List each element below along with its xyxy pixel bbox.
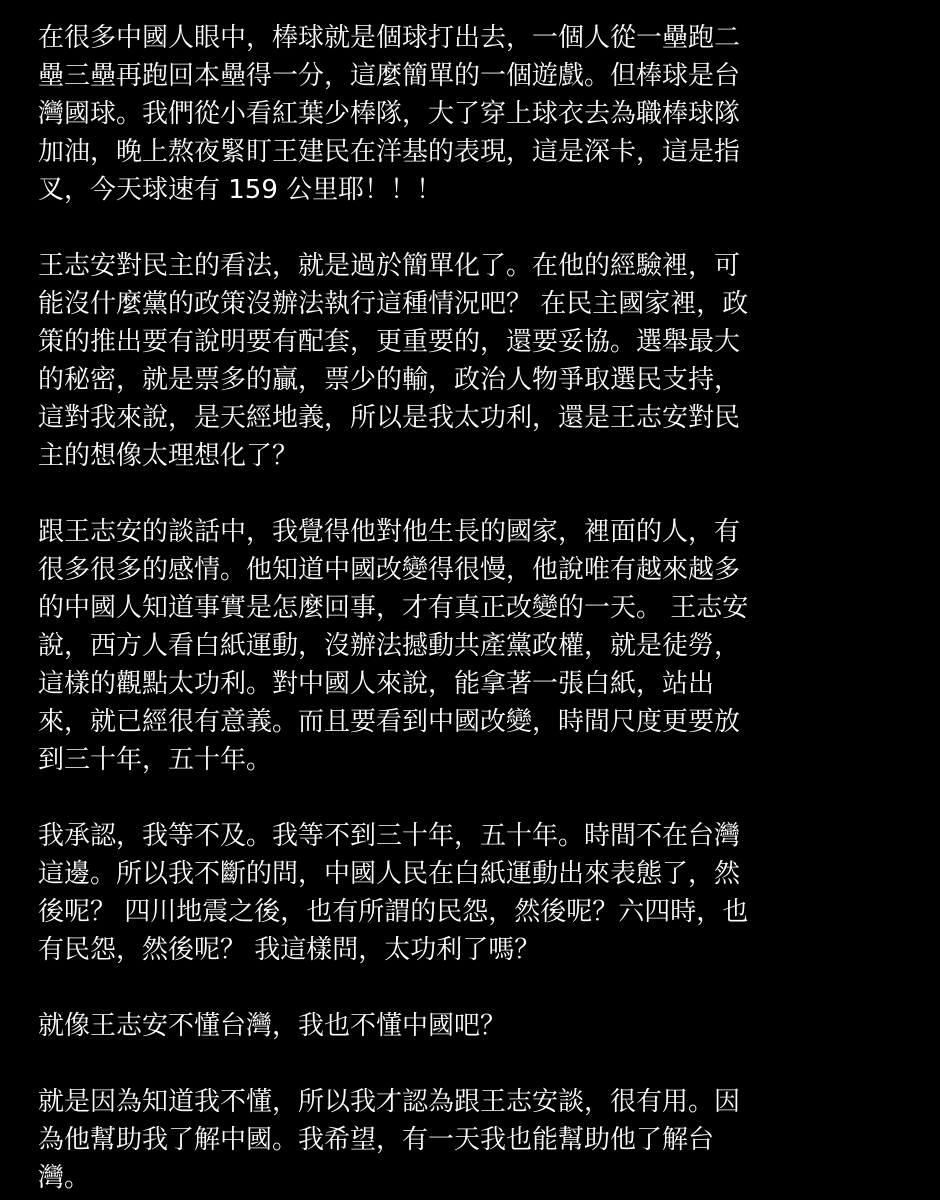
paragraph-understanding: 就像王志安不懂台灣，我也不懂中國吧？ — [38, 1011, 507, 1041]
paragraph-gap — [38, 779, 900, 817]
paragraph-conversation: 跟王志安的談話中，我覺得他對他生長的國家，裡面的人，有 很多很多的感情。他知道中國改變得很慢，他說唯有越來越多 的中國人知道事實是怎麼回事，才有真正改變的一天。 王志安 說，西方人看白紙運動，沒辦法撼動共產黨政權，就是徒勞， 這樣的觀點太功利。對中國人來說，能拿著一張白紙，站出 來，就已經很有意義。而且要看到中國改變，時間尺度更要放 到三十年，五十年。 — [38, 517, 749, 775]
paragraph-gap — [38, 1045, 900, 1083]
paragraph-baseball: 在很多中國人眼中，棒球就是個球打出去，一個人從一壘跑二 壘三壘再跑回本壘得一分，這麼簡單的一個遊戲。但棒球是台 灣國球。我們從小看紅葉少棒隊，大了穿上球衣去為職棒球隊 加油，晚上熬夜緊盯王建民在洋基的表現，這是深卡，這是指 叉，今天球速有 159 公里耶！！！ — [38, 23, 741, 205]
paragraph-democracy: 王志安對民主的看法，就是過於簡單化了。在他的經驗裡，可 能沒什麼黨的政策沒辦法執行這種情況吧？ 在民主國家裡，政 策的推出要有說明要有配套，更重要的，還要妥協。選舉最大 的秘密，就是票多的贏，票少的輸，政治人物爭取選民支持， 這對我來說，是天經地義，所以是我太功利，還是王志安對民 主的想像太理想化了？ — [38, 251, 749, 471]
paragraph-conclusion: 就是因為知道我不懂，所以我才認為跟王志安談，很有用。因 為他幫助我了解中國。我希望，有一天我也能幫助他了解台 灣。 — [38, 1087, 741, 1193]
paragraph-gap — [38, 209, 900, 247]
paragraph-gap — [38, 969, 900, 1007]
paragraph-gap — [38, 475, 900, 513]
paragraph-impatience: 我承認，我等不及。我等不到三十年，五十年。時間不在台灣 這邊。所以我不斷的問，中國人民在白紙運動出來表態了，然 後呢？ 四川地震之後，也有所謂的民怨，然後呢？六四時，也 有民怨，然後呢？ 我這樣問，太功利了嗎？ — [38, 821, 749, 965]
